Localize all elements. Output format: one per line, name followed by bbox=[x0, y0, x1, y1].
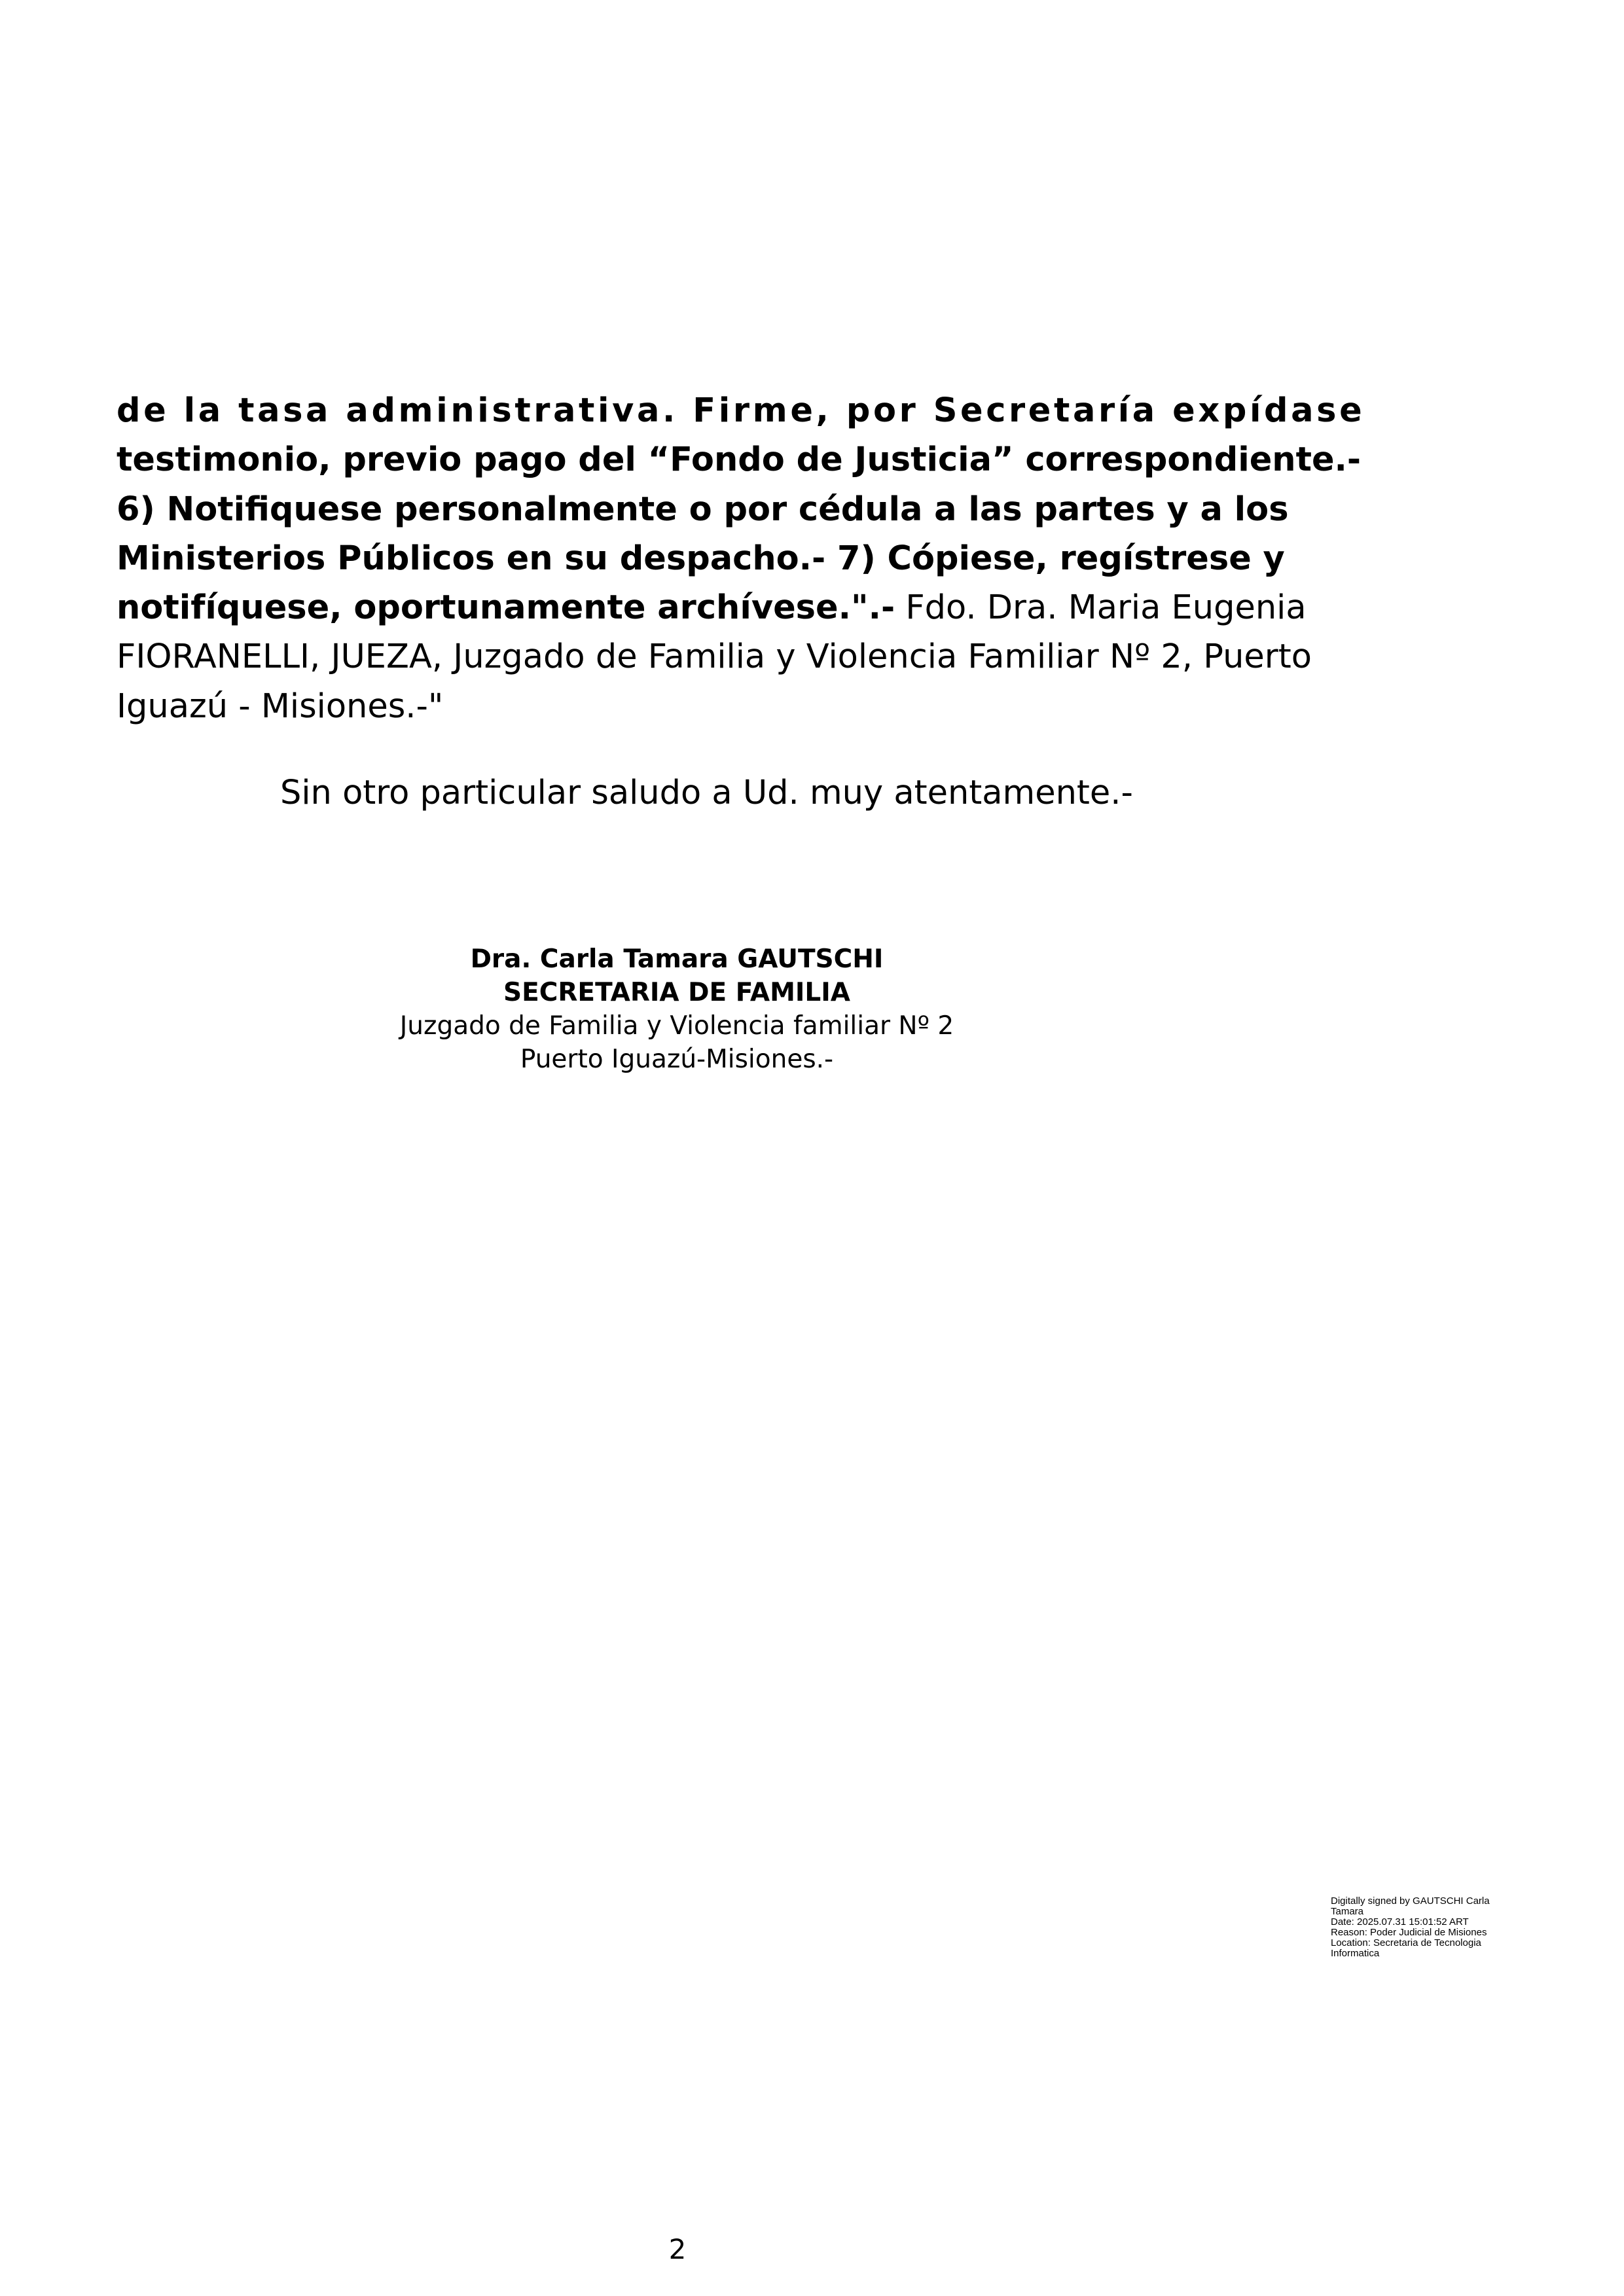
stamp-line-4: Reason: Poder Judicial de Misiones bbox=[1331, 1927, 1487, 1938]
body-line-1 bbox=[117, 386, 1365, 435]
body-line-5-bold: notifíquese, oportunamente archívese.".- bbox=[117, 588, 895, 628]
body-paragraph bbox=[117, 386, 1365, 731]
body-line-1-bold: de la tasa administrativa. Firme, por Secretaría expídase bbox=[117, 391, 1365, 430]
stamp-line-3: Date: 2025.07.31 15:01:52 ART bbox=[1331, 1916, 1469, 1928]
body-line-4 bbox=[117, 534, 1285, 583]
page-number: 2 bbox=[668, 2233, 687, 2265]
digital-signature-stamp bbox=[1331, 1896, 1527, 1959]
stamp-line-1: Digitally signed by GAUTSCHI Carla bbox=[1331, 1895, 1490, 1907]
body-line-3-bold: 6) Notifiquese personalmente o por cédula a las partes y a los bbox=[117, 490, 1289, 529]
body-line-2-bold: testimonio, previo pago del “Fondo de Justicia” correspondiente.- bbox=[117, 440, 1362, 480]
signature-court: Juzgado de Familia y Violencia familiar Nº 2 bbox=[399, 1011, 954, 1041]
body-line-7 bbox=[117, 682, 1244, 731]
signature-block bbox=[350, 942, 1004, 1076]
signature-name: Dra. Carla Tamara GAUTSCHI bbox=[470, 944, 884, 974]
signature-location: Puerto Iguazú-Misiones.- bbox=[520, 1045, 834, 1074]
body-line-6 bbox=[117, 632, 1312, 681]
body-line-6-normal: FIORANELLI, JUEZA, Juzgado de Familia y Violencia Familiar Nº 2, Puerto bbox=[117, 637, 1312, 677]
stamp-line-5: Location: Secretaria de Tecnologia bbox=[1331, 1937, 1481, 1948]
body-line-7-normal: Iguazú - Misiones.-" bbox=[117, 687, 444, 726]
stamp-line-2: Tamara bbox=[1331, 1906, 1364, 1917]
stamp-line-6: Informatica bbox=[1331, 1948, 1380, 1959]
body-line-5 bbox=[117, 583, 1307, 632]
closing-salutation: Sin otro particular saludo a Ud. muy atentamente.- bbox=[280, 774, 1133, 812]
body-line-3 bbox=[117, 485, 1289, 534]
signature-title: SECRETARIA DE FAMILIA bbox=[503, 978, 850, 1007]
body-line-5-normal: Fdo. Dra. Maria Eugenia bbox=[895, 588, 1307, 628]
body-line-4-bold: Ministerios Públicos en su despacho.- 7) Cópiese, regístrese y bbox=[117, 539, 1285, 578]
body-line-2 bbox=[117, 435, 1362, 484]
